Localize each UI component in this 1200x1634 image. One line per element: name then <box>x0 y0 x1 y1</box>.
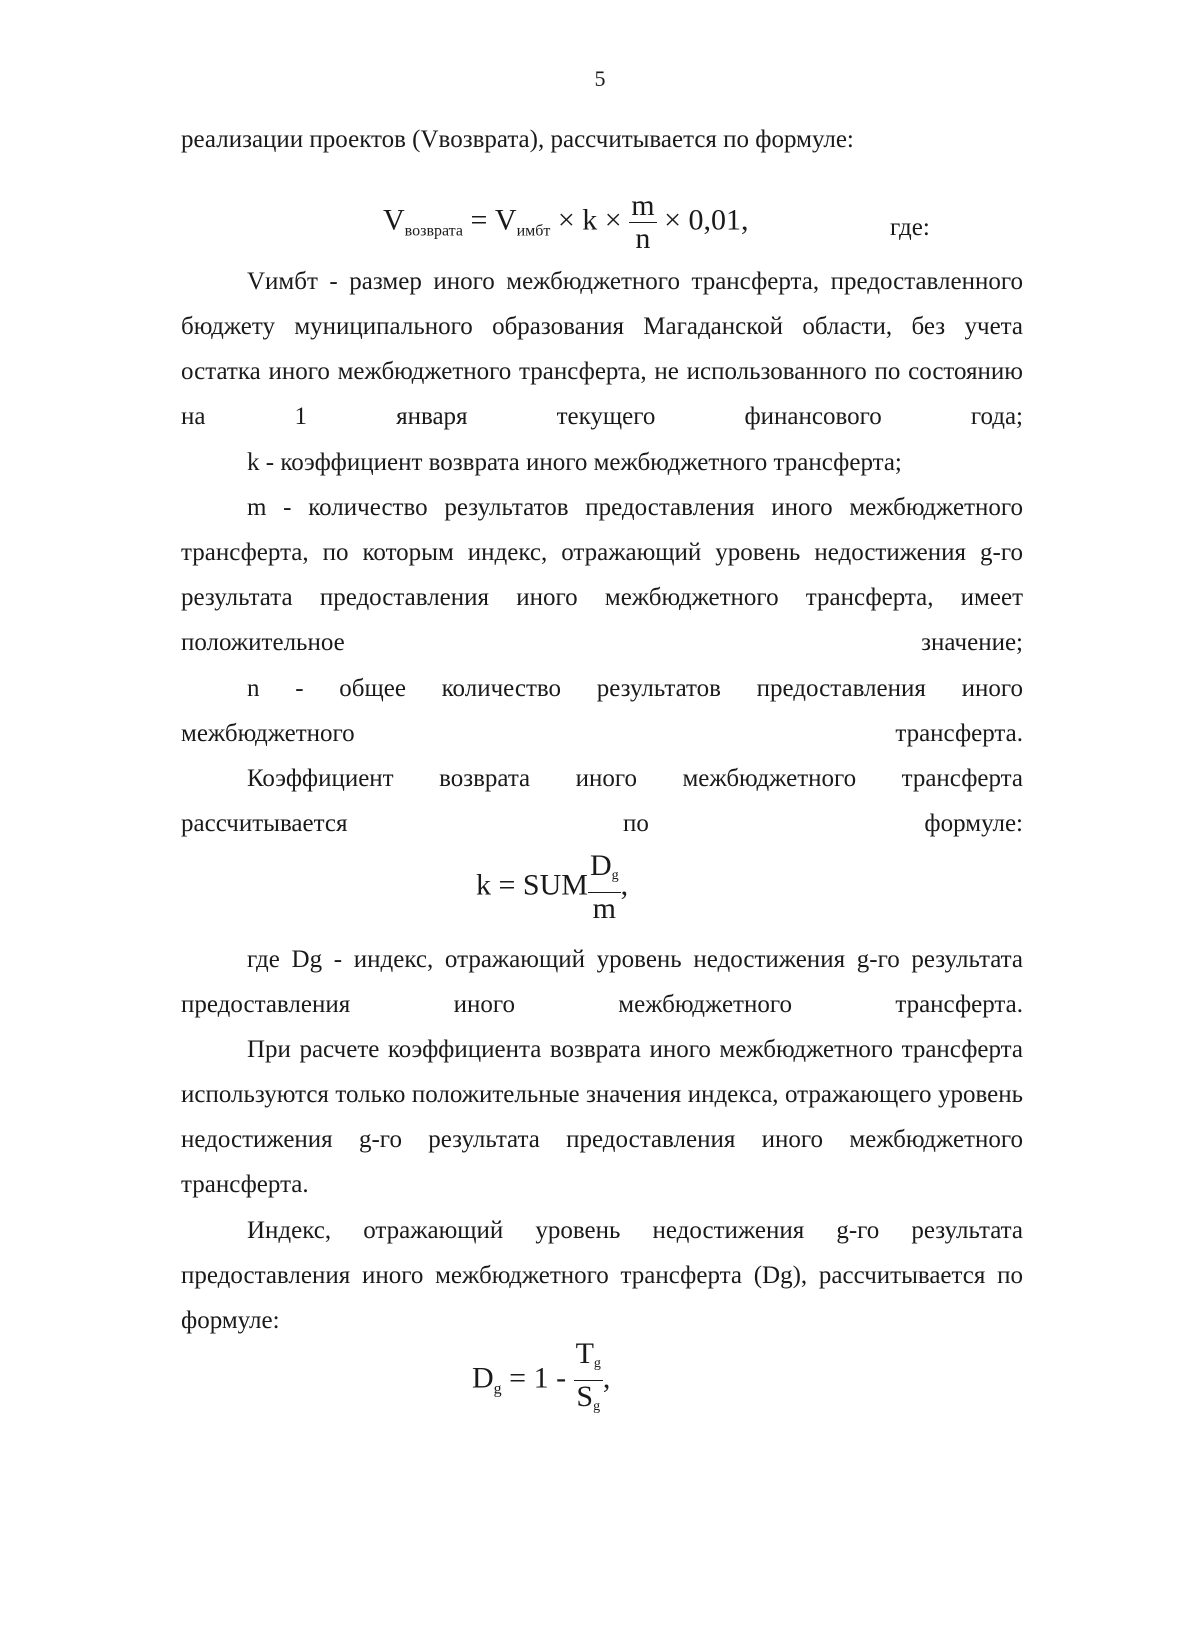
formula-k <box>476 850 628 925</box>
formula3-den-sub: g <box>593 1399 601 1414</box>
formula1-v-sub: имбт <box>516 222 551 240</box>
formula3-lhs: D <box>472 1361 494 1395</box>
formula3-den-letter: S <box>576 1380 594 1413</box>
formula2-tail: , <box>620 868 629 902</box>
formula3-tail: , <box>602 1361 611 1395</box>
formula1-v: V <box>494 203 517 237</box>
paragraph-m: m - количество результатов предоставления иного межбюджетного трансферта, по которым индекс, отражающий уровень недостижения g-го результата предоставления иного межбюджетного трансферта, имеет положительное значение; <box>181 494 1023 656</box>
formula3-num-sub: g <box>593 1356 601 1371</box>
paragraph-dg: где Dg - индекс, отражающий уровень недостижения g-го результата предоставления иного межбюджетного трансферта. <box>181 946 1023 1018</box>
formula2-numerator <box>588 850 621 892</box>
formula2-lhs: k = SUM <box>476 868 588 902</box>
formula1-lhs-sub: возврата <box>404 222 463 240</box>
formula3-mid: = 1 - <box>509 1361 567 1395</box>
formula2-num-sub: g <box>611 868 619 883</box>
formula1-eq: = <box>470 203 488 237</box>
paragraph-positive-values: При расчете коэффициента возврата иного межбюджетного трансферта используются только положительные значения индекса, отражающего уровень недостижения g-го результата предоставления иного межбюджетного трансферта. <box>181 1036 1023 1198</box>
paragraph-intro: реализации проектов (Vвозврата), рассчитывается по формуле: <box>181 126 854 153</box>
formula3-num-letter: T <box>575 1337 594 1370</box>
formula1-lhs: V <box>383 203 405 237</box>
paragraph-k-intro: Коэффициент возврата иного межбюджетного трансферта рассчитывается по формуле: <box>181 765 1023 837</box>
formula2-num-letter: D <box>589 849 612 882</box>
formula1-denominator: n <box>629 222 656 255</box>
paragraph-n: n - общее количество результатов предоставления иного межбюджетного трансферта. <box>181 675 1023 747</box>
formula1-numerator: m <box>631 189 655 222</box>
formula1-fraction <box>629 190 656 255</box>
paragraph-v-imbt: Vимбт - размер иного межбюджетного трансферта, предоставленного бюджету муниципального образования Магаданской области, без учета остатка иного межбюджетного трансферта, не использованного по состоянию на 1 января текущего финансового года; <box>181 268 1023 430</box>
formula3-fraction <box>574 1338 603 1423</box>
paragraph-index: Индекс, отражающий уровень недостижения g-го результата предоставления иного межбюджетного трансферта (Dg), рассчитывается по формуле: <box>181 1217 1023 1334</box>
formula2-fraction <box>588 850 621 925</box>
page-number: 5 <box>594 66 606 91</box>
formula1-times-k: × k × <box>557 203 622 237</box>
paragraph-k: k - коэффициент возврата иного межбюджетного трансферта; <box>247 449 902 476</box>
formula1-tail: × 0,01, <box>664 203 749 237</box>
formula2-denominator: m <box>588 892 621 925</box>
formula-v-return <box>383 190 749 255</box>
formula3-lhs-sub: g <box>493 1380 502 1398</box>
formula-dg <box>472 1338 610 1423</box>
formula3-numerator <box>574 1338 603 1380</box>
formula1-where: где: <box>890 214 930 241</box>
formula3-denominator <box>574 1380 603 1423</box>
